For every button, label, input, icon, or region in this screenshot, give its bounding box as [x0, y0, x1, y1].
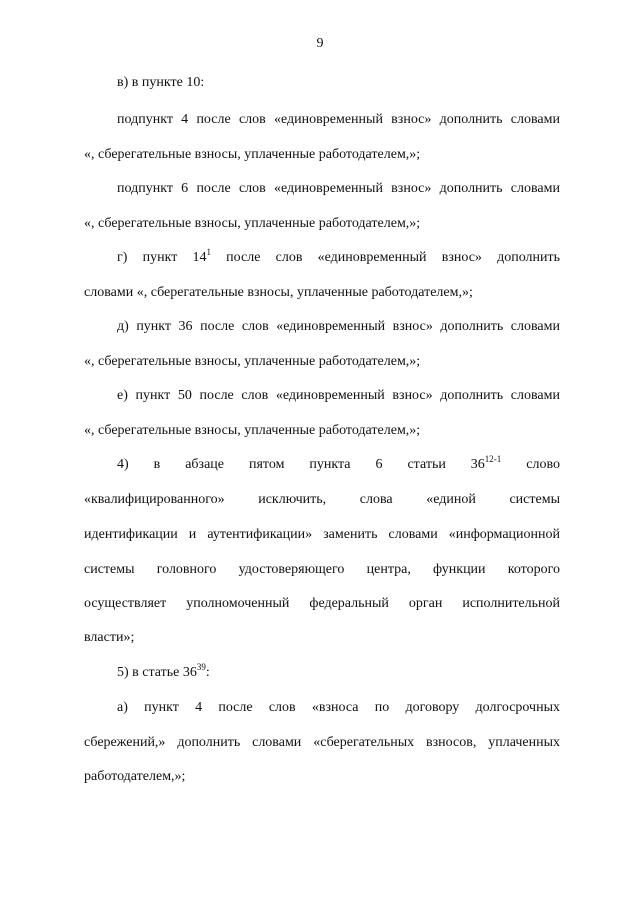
- paragraph-line: системы головного удостоверяющего центра, функции которого: [84, 562, 560, 577]
- text-segment: 5) в статье 36: [117, 665, 197, 680]
- paragraph-line: осуществляет уполномоченный федеральный орган исполнительной: [84, 596, 560, 611]
- superscript: 39: [196, 662, 206, 672]
- paragraph-line: «, сберегательные взносы, уплаченные работодателем,»;: [84, 354, 421, 369]
- text-segment: 4) в абзаце пятом пункта 6 статьи 36: [117, 457, 485, 472]
- paragraph-line: в) в пункте 10:: [117, 75, 205, 90]
- superscript: 12-1: [484, 454, 502, 464]
- paragraph-line: «, сберегательные взносы, уплаченные работодателем,»;: [84, 216, 421, 231]
- text-segment: г) пункт 14: [117, 250, 207, 265]
- paragraph-line: [117, 249, 560, 267]
- paragraph-line: идентификации и аутентификации» заменить словами «информационной: [84, 527, 560, 542]
- paragraph-line: «квалифицированного» исключить, слова «единой системы: [84, 492, 560, 507]
- text-segment: после слов «единовременный взнос» дополнить: [211, 250, 560, 265]
- paragraph-line: подпункт 6 после слов «единовременный взнос» дополнить словами: [117, 181, 560, 196]
- paragraph-line: «, сберегательные взносы, уплаченные работодателем,»;: [84, 423, 421, 438]
- paragraph-line: [117, 456, 560, 474]
- paragraph-line: словами «, сберегательные взносы, уплаченные работодателем,»;: [84, 285, 473, 300]
- paragraph-line: е) пункт 50 после слов «единовременный взнос» дополнить словами: [117, 388, 560, 403]
- paragraph-line: а) пункт 4 после слов «взноса по договору долгосрочных: [117, 700, 560, 715]
- paragraph-line: [117, 664, 210, 682]
- paragraph-line: работодателем,»;: [84, 769, 186, 784]
- paragraph-line: власти»;: [84, 630, 135, 645]
- paragraph-line: д) пункт 36 после слов «единовременный взнос» дополнить словами: [117, 319, 560, 334]
- paragraph-line: подпункт 4 после слов «единовременный взнос» дополнить словами: [117, 112, 560, 127]
- text-segment: :: [205, 665, 210, 680]
- paragraph-line: сбережений,» дополнить словами «сберегательных взносов, уплаченных: [84, 735, 560, 750]
- superscript: 1: [206, 247, 211, 257]
- text-segment: слово: [501, 457, 560, 472]
- paragraph-line: «, сберегательные взносы, уплаченные работодателем,»;: [84, 147, 421, 162]
- page-number: 9: [316, 36, 324, 51]
